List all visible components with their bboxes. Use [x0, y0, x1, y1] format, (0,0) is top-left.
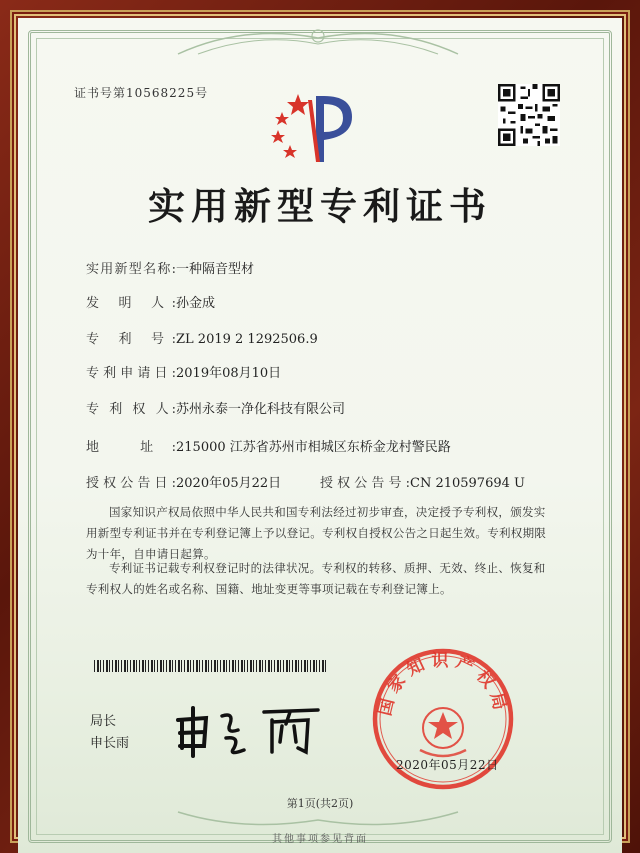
certificate-number: 证书号第10568225号	[74, 86, 209, 100]
barcode	[94, 660, 326, 672]
utility-model-name-label: 实用新型名称:	[86, 262, 176, 277]
filing-date-row	[86, 362, 281, 381]
patent-holder-row	[86, 398, 345, 417]
certificate-paper	[18, 18, 622, 853]
bottom-ornament	[168, 808, 468, 830]
patent-number-row	[86, 328, 318, 347]
filing-date-value: 2019年08月10日	[176, 366, 282, 381]
certificate-title: 实用新型专利证书	[148, 184, 492, 228]
address-row	[86, 436, 451, 455]
grant-date-value: 2020年05月22日	[176, 476, 282, 491]
inventor-row	[86, 292, 215, 311]
top-ornament	[168, 24, 468, 58]
paragraph-legal-basis: 国家知识产权局依照中华人民共和国专利法经过初步审查，决定授予专利权，颁发实用新型专利证书并在专利登记簿上予以登记。专利权自授权公告之日起生效。专利权期限为十年，自申请日起算。	[86, 505, 547, 561]
inventor-value: 孙金成	[176, 296, 216, 311]
director-signature	[168, 690, 328, 760]
patent-number-value: ZL 2019 2 1292506.9	[176, 332, 318, 347]
director-title: 局长	[90, 714, 117, 729]
utility-model-name-row	[86, 258, 254, 277]
seal-date: 2020年05月22日	[396, 758, 499, 772]
patent-office-logo	[268, 90, 358, 170]
address-label: 地 址:	[86, 440, 176, 455]
grant-date-row	[86, 472, 281, 491]
patent-holder-value: 苏州永泰一净化科技有限公司	[176, 402, 346, 417]
paragraph-legal-status: 专利证书记载专利权登记时的法律状况。专利权的转移、质押、无效、终止、恢复和专利权人的姓名或名称、国籍、地址变更等事项记载在专利登记簿上。	[86, 561, 546, 596]
inventor-label: 发 明 人:	[86, 296, 176, 311]
qr-code	[498, 84, 560, 146]
address-value: 215000 江苏省苏州市相城区东桥金龙村警民路	[176, 440, 451, 455]
footer-note: 其他事项参见背面	[272, 834, 368, 845]
grant-number-label: 授权公告号:	[320, 476, 410, 491]
page-number: 第1页(共2页)	[286, 797, 354, 810]
patent-number-label: 专 利 号:	[86, 332, 176, 347]
grant-number-value: CN 210597694 U	[410, 476, 525, 491]
filing-date-label: 专利申请日:	[86, 366, 176, 381]
grant-date-label: 授权公告日:	[86, 476, 176, 491]
utility-model-name-value: 一种隔音型材	[176, 262, 255, 277]
director-name: 申长雨	[90, 736, 130, 751]
seal-text: 国家知识产权局	[375, 650, 511, 718]
patent-holder-label: 专 利 权 人:	[86, 402, 176, 417]
grant-number-row	[320, 472, 525, 491]
